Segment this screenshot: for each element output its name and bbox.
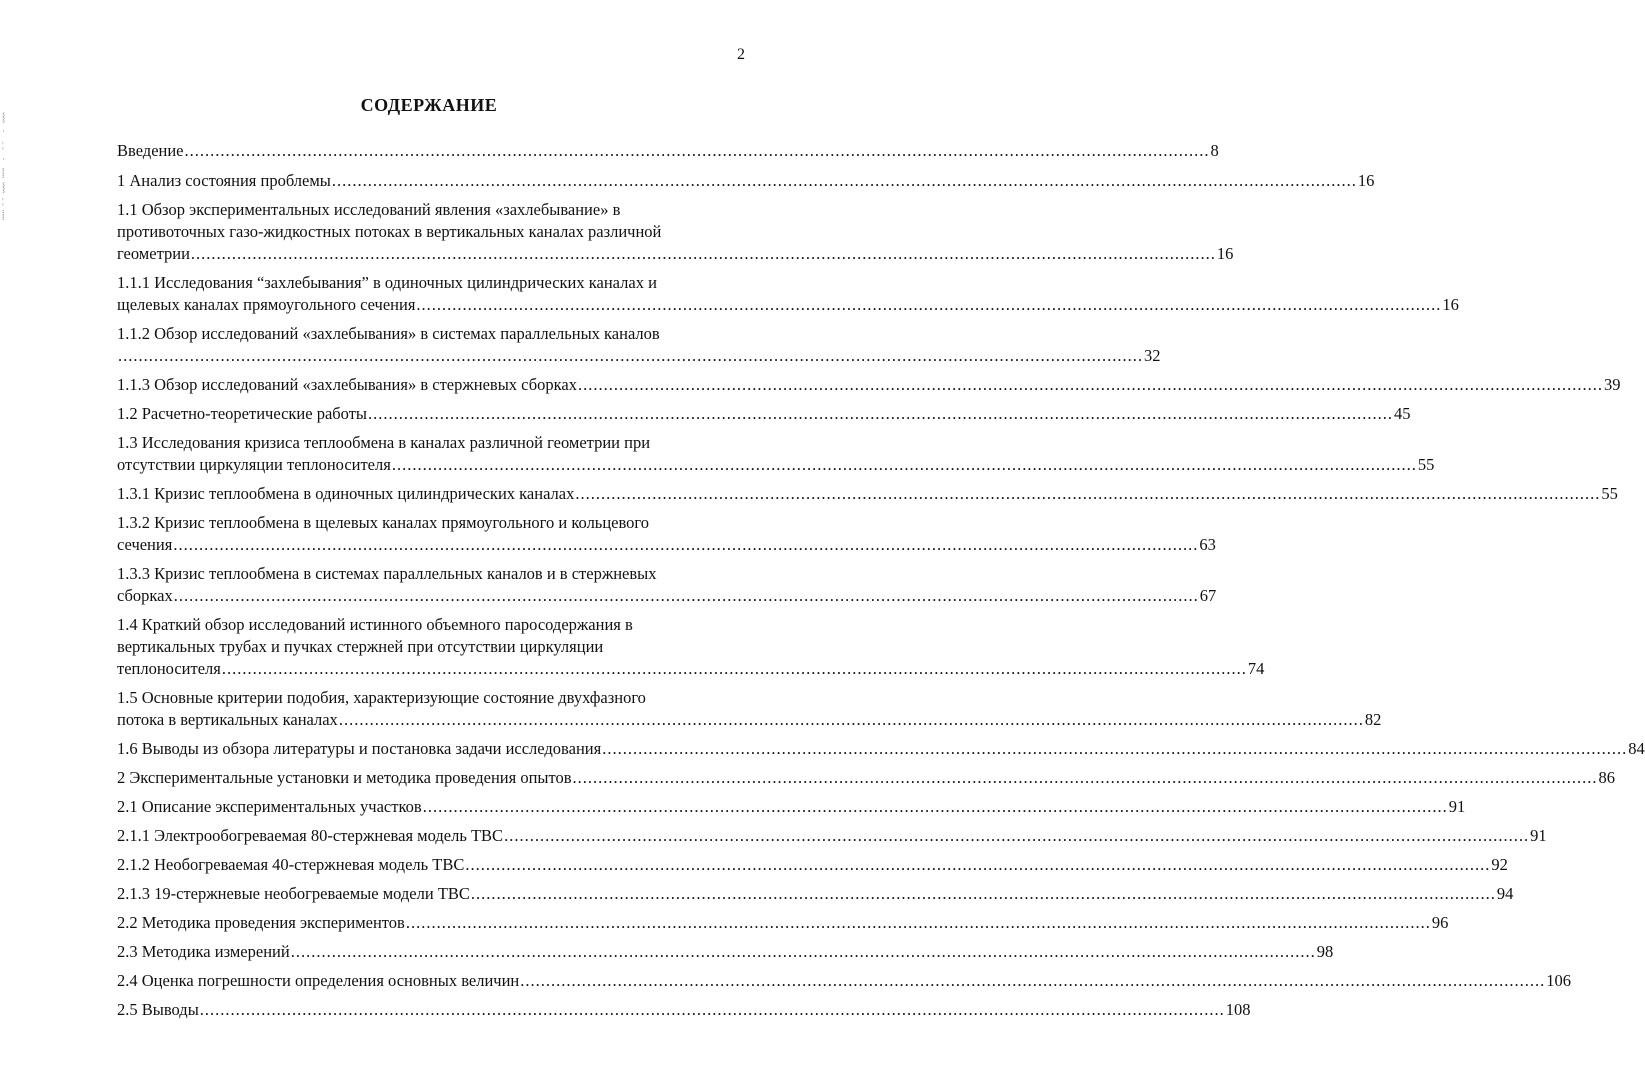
toc-entry-title: геометрии bbox=[117, 244, 190, 263]
toc-entry-title: 2.5 Выводы bbox=[117, 1000, 199, 1019]
toc-entry bbox=[117, 738, 1645, 760]
dot-leader: ........................................................................................................................................................................................................ bbox=[602, 739, 1628, 758]
toc-page-number: 91 bbox=[1448, 797, 1466, 816]
dot-leader: ........................................................................................................................................................................................................ bbox=[572, 768, 1598, 787]
toc-entry bbox=[117, 374, 1621, 396]
toc-page-number: 98 bbox=[1316, 942, 1334, 961]
toc-entry-title: 2.1.3 19-стержневые необогреваемые модели ТВС bbox=[117, 884, 470, 903]
toc-page-number: 45 bbox=[1394, 404, 1411, 423]
dot-leader: ........................................................................................................................................................................................................ bbox=[290, 942, 1316, 961]
toc-page-number: 39 bbox=[1603, 375, 1621, 394]
toc-entry bbox=[117, 854, 1508, 876]
toc-entry-final-line bbox=[117, 883, 1514, 905]
toc-entry-final-line bbox=[117, 403, 1411, 425]
toc-entry bbox=[117, 970, 1571, 992]
toc-page-number: 86 bbox=[1598, 768, 1616, 787]
toc-entry bbox=[117, 687, 1382, 731]
toc-page-number: 32 bbox=[1144, 346, 1161, 365]
toc-entry bbox=[117, 614, 1265, 680]
toc-page-number: 16 bbox=[1357, 171, 1375, 190]
toc-page-number: 106 bbox=[1546, 971, 1571, 990]
toc-page-number: 67 bbox=[1199, 586, 1217, 605]
toc-entry-title: 2.1 Описание экспериментальных участков bbox=[117, 797, 422, 816]
toc-entry-final-line bbox=[117, 294, 1459, 316]
toc-entry-title: 2 Экспериментальные установки и методика проведения опытов bbox=[117, 768, 572, 787]
dot-leader: ........................................................................................................................................................................................................ bbox=[422, 797, 1448, 816]
toc-page-number: 8 bbox=[1210, 141, 1219, 160]
toc-entry-line: 1.1.1 Исследования “захлебывания” в одиночных цилиндрических каналах и bbox=[117, 273, 657, 292]
toc-entry-final-line bbox=[117, 374, 1621, 396]
toc-entry bbox=[117, 796, 1466, 818]
toc-entry-final-line bbox=[117, 854, 1508, 876]
toc-entry-final-line bbox=[117, 767, 1616, 789]
toc-page-number: 84 bbox=[1628, 739, 1645, 758]
toc-entry-title: 2.2 Методика проведения экспериментов bbox=[117, 913, 405, 932]
toc-entry bbox=[117, 883, 1514, 905]
dot-leader: ........................................................................................................................................................................................................ bbox=[405, 913, 1431, 932]
toc-entry-line: 1.3.3 Кризис теплообмена в системах параллельных каналов и в стержневых bbox=[117, 564, 657, 583]
toc-entry-line: 1.1 Обзор экспериментальных исследований явления «захлебывание» в bbox=[117, 200, 621, 219]
toc-entry bbox=[117, 563, 1217, 607]
toc-entry-line: вертикальных трубах и пучках стержней при отсутствии циркуляции bbox=[117, 637, 604, 656]
toc-page-number: 91 bbox=[1530, 826, 1547, 845]
dot-leader: ........................................................................................................................................................................................................ bbox=[575, 484, 1601, 503]
table-of-contents bbox=[117, 140, 1645, 1028]
toc-entry-title: Введение bbox=[117, 141, 184, 160]
toc-entry-title: щелевых каналах прямоугольного сечения bbox=[117, 295, 416, 314]
toc-entry-final-line bbox=[117, 243, 1234, 265]
dot-leader: ........................................................................................................................................................................................................ bbox=[577, 375, 1603, 394]
toc-page-number: 92 bbox=[1491, 855, 1508, 874]
dot-leader: ........................................................................................................................................................................................................ bbox=[504, 826, 1530, 845]
toc-entry bbox=[117, 512, 1216, 556]
toc-entry-title: отсутствии циркуляции теплоносителя bbox=[117, 455, 391, 474]
toc-entry bbox=[117, 999, 1251, 1021]
dot-leader: ........................................................................................................................................................................................................ bbox=[338, 710, 1364, 729]
toc-entry-final-line bbox=[117, 738, 1645, 760]
toc-entry-title: 2.4 Оценка погрешности определения основных величин bbox=[117, 971, 520, 990]
toc-entry-line: 1.4 Краткий обзор исследований истинного объемного паросодержания в bbox=[117, 615, 633, 634]
toc-entry-line: 1.3 Исследования кризиса теплообмена в каналах различной геометрии при bbox=[117, 433, 651, 452]
toc-entry-final-line bbox=[117, 534, 1216, 556]
toc-entry-line: 1.3.2 Кризис теплообмена в щелевых каналах прямоугольного и кольцевого bbox=[117, 513, 650, 532]
toc-entry bbox=[117, 272, 1459, 316]
toc-entry bbox=[117, 140, 1219, 162]
toc-entry bbox=[117, 941, 1334, 963]
toc-entry bbox=[117, 767, 1616, 789]
toc-page-number: 74 bbox=[1247, 659, 1265, 678]
toc-entry-final-line bbox=[117, 709, 1382, 731]
toc-entry-title: 2.1.2 Необогреваемая 40-стержневая модель ТВС bbox=[117, 855, 465, 874]
toc-entry bbox=[117, 323, 1161, 367]
dot-leader: ........................................................................................................................................................................................................ bbox=[221, 659, 1247, 678]
toc-entry bbox=[117, 170, 1375, 192]
dot-leader: ........................................................................................................................................................................................................ bbox=[190, 244, 1216, 263]
toc-entry-title: сечения bbox=[117, 535, 173, 554]
toc-page-number: 16 bbox=[1442, 295, 1459, 314]
toc-entry-title: потока в вертикальных каналах bbox=[117, 710, 338, 729]
toc-entry-title: 1.3.1 Кризис теплообмена в одиночных цилиндрических каналах bbox=[117, 484, 575, 503]
toc-page-number: 82 bbox=[1364, 710, 1382, 729]
toc-entry-final-line bbox=[117, 658, 1265, 680]
toc-entry-title: 1.1.3 Обзор исследований «захлебывания» в стержневых сборках bbox=[117, 375, 577, 394]
dot-leader: ........................................................................................................................................................................................................ bbox=[520, 971, 1546, 990]
toc-entry-final-line bbox=[117, 140, 1219, 162]
dot-leader: ........................................................................................................................................................................................................ bbox=[173, 586, 1199, 605]
toc-entry-title: 1 Анализ состояния проблемы bbox=[117, 171, 331, 190]
toc-entry-title: 2.3 Методика измерений bbox=[117, 942, 290, 961]
toc-entry-line: 1.1.2 Обзор исследований «захлебывания» в системах параллельных каналов bbox=[117, 324, 660, 343]
toc-entry-final-line bbox=[117, 825, 1547, 847]
toc-entry bbox=[117, 432, 1435, 476]
toc-entry-title: сборках bbox=[117, 586, 173, 605]
toc-entry-final-line bbox=[117, 970, 1571, 992]
scan-margin-marks: ⸾ · ¦ · ⸽ ⸾ ¦ ⸽ bbox=[2, 112, 6, 220]
toc-page-number: 16 bbox=[1216, 244, 1234, 263]
toc-entry bbox=[117, 483, 1618, 505]
toc-page-number: 94 bbox=[1496, 884, 1514, 903]
dot-leader: ........................................................................................................................................................................................................ bbox=[368, 404, 1393, 423]
dot-leader: ........................................................................................................................................................................................................ bbox=[416, 295, 1442, 314]
page-number: 2 bbox=[737, 46, 745, 63]
toc-entry-title: 1.2 Расчетно-теоретические работы bbox=[117, 404, 367, 423]
toc-entry-final-line bbox=[117, 454, 1435, 476]
toc-entry bbox=[117, 403, 1411, 425]
toc-entry-final-line bbox=[117, 585, 1217, 607]
toc-entry-line: 1.5 Основные критерии подобия, характеризующие состояние двухфазного bbox=[117, 688, 646, 707]
toc-entry bbox=[117, 825, 1547, 847]
toc-entry-final-line bbox=[117, 912, 1449, 934]
dot-leader: ........................................................................................................................................................................................................ bbox=[199, 1000, 1225, 1019]
dot-leader: ........................................................................................................................................................................................................ bbox=[331, 171, 1357, 190]
dot-leader: ........................................................................................................................................................................................................ bbox=[173, 535, 1199, 554]
toc-entry-final-line bbox=[117, 941, 1334, 963]
toc-entry-title: 2.1.1 Электрообогреваемая 80-стержневая модель ТВС bbox=[117, 826, 504, 845]
toc-page-number: 108 bbox=[1225, 1000, 1251, 1019]
toc-page-number: 63 bbox=[1199, 535, 1216, 554]
toc-page-number: 55 bbox=[1417, 455, 1435, 474]
toc-entry bbox=[117, 912, 1449, 934]
toc-entry-final-line bbox=[117, 796, 1466, 818]
toc-entry-final-line bbox=[117, 170, 1375, 192]
toc-entry-line: противоточных газо-жидкостных потоках в вертикальных каналах различной bbox=[117, 222, 662, 241]
toc-entry-final-line bbox=[117, 999, 1251, 1021]
toc-entry-title: теплоносителя bbox=[117, 659, 221, 678]
dot-leader: ........................................................................................................................................................................................................ bbox=[391, 455, 1417, 474]
toc-entry-final-line bbox=[117, 345, 1161, 367]
toc-entry-final-line bbox=[117, 483, 1618, 505]
dot-leader: ........................................................................................................................................................................................................ bbox=[184, 141, 1210, 160]
toc-page-number: 55 bbox=[1601, 484, 1618, 503]
toc-page-number: 96 bbox=[1431, 913, 1449, 932]
dot-leader: ........................................................................................................................................................................................................ bbox=[465, 855, 1491, 874]
dot-leader: ........................................................................................................................................................................................................ bbox=[470, 884, 1496, 903]
dot-leader: ........................................................................................................................................................................................................ bbox=[118, 346, 1143, 365]
toc-entry-title: 1.6 Выводы из обзора литературы и постановка задачи исследования bbox=[117, 739, 602, 758]
page-title: СОДЕРЖАНИЕ bbox=[360, 95, 498, 115]
toc-entry bbox=[117, 199, 1234, 265]
